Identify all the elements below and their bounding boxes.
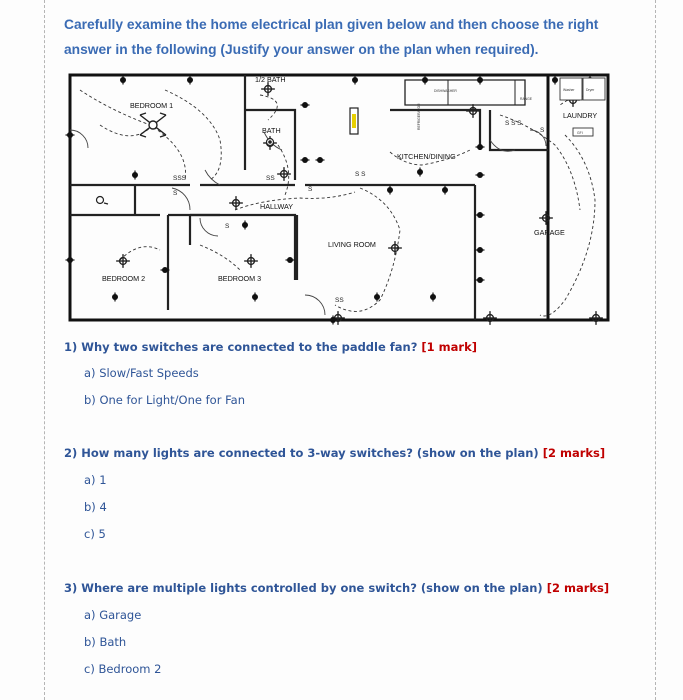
svg-text:SS: SS bbox=[335, 297, 344, 304]
svg-text:1/2 BATH: 1/2 BATH bbox=[255, 75, 286, 84]
question-1-marks: [1 mark] bbox=[421, 340, 478, 354]
svg-text:DISHWASHER: DISHWASHER bbox=[434, 89, 457, 93]
svg-text:S: S bbox=[308, 186, 313, 193]
laundry-appliances bbox=[560, 78, 605, 136]
light-garage-ext-2 bbox=[483, 311, 497, 325]
walls bbox=[70, 75, 608, 320]
svg-text:S S S: S S S bbox=[505, 120, 522, 127]
svg-text:SS: SS bbox=[266, 175, 275, 182]
light-garage bbox=[539, 211, 553, 225]
question-3-text: 3) Where are multiple lights controlled by one switch? (show on the plan) bbox=[64, 581, 543, 595]
q2-option-a[interactable]: a) 1 bbox=[84, 473, 107, 487]
q1-option-b[interactable]: b) One for Light/One for Fan bbox=[84, 393, 245, 407]
electrical-floor-plan bbox=[60, 70, 625, 332]
q3-option-a[interactable]: a) Garage bbox=[84, 608, 142, 622]
svg-text:BEDROOM 3: BEDROOM 3 bbox=[218, 274, 262, 283]
question-3 bbox=[64, 581, 609, 595]
question-1-text: 1) Why two switches are connected to the paddle fan? bbox=[64, 340, 418, 354]
svg-text:Dryer: Dryer bbox=[586, 88, 595, 92]
svg-text:LAUNDRY: LAUNDRY bbox=[563, 111, 598, 120]
svg-text:BEDROOM 2: BEDROOM 2 bbox=[102, 274, 146, 283]
svg-text:HALLWAY: HALLWAY bbox=[260, 202, 294, 211]
svg-text:S: S bbox=[540, 127, 545, 134]
svg-text:RANGE: RANGE bbox=[520, 97, 533, 101]
light-kitchen bbox=[466, 104, 480, 118]
svg-text:REFRIGERATOR: REFRIGERATOR bbox=[417, 103, 421, 130]
svg-text:LIVING ROOM: LIVING ROOM bbox=[328, 240, 376, 249]
question-2 bbox=[64, 446, 605, 460]
svg-text:BATH: BATH bbox=[262, 126, 281, 135]
light-living bbox=[388, 241, 402, 255]
light-bedroom2 bbox=[116, 254, 130, 268]
wiring-runs bbox=[80, 90, 605, 316]
q2-option-b[interactable]: b) 4 bbox=[84, 500, 107, 514]
question-2-marks: [2 marks] bbox=[542, 446, 606, 460]
paddle-fan bbox=[140, 113, 166, 137]
svg-text:GARAGE: GARAGE bbox=[534, 228, 565, 237]
svg-text:S: S bbox=[225, 223, 230, 230]
q1-option-a[interactable]: a) Slow/Fast Speeds bbox=[84, 366, 199, 380]
svg-text:S S: S S bbox=[355, 171, 366, 178]
question-2-text: 2) How many lights are connected to 3-way switches? (show on the plan) bbox=[64, 446, 539, 460]
svg-text:SSS: SSS bbox=[173, 175, 187, 182]
q2-option-c[interactable]: c) 5 bbox=[84, 527, 106, 541]
page-heading: Carefully examine the home electrical plan given below and then choose the right answer in the following (Justify your answer on the plan when required). bbox=[64, 17, 599, 57]
question-3-marks: [2 marks] bbox=[546, 581, 610, 595]
svg-text:Washer: Washer bbox=[563, 88, 575, 92]
light-half-bath bbox=[261, 82, 275, 96]
light-garage-ext bbox=[589, 311, 603, 325]
svg-text:KITCHEN/DINING: KITCHEN/DINING bbox=[397, 152, 456, 161]
light-bedroom3 bbox=[244, 254, 258, 268]
question-1 bbox=[64, 340, 477, 354]
q3-option-c[interactable]: c) Bedroom 2 bbox=[84, 662, 162, 676]
svg-text:GFI: GFI bbox=[577, 131, 583, 135]
svg-text:BEDROOM 1: BEDROOM 1 bbox=[130, 101, 174, 110]
svg-text:S: S bbox=[173, 190, 178, 197]
q3-option-b[interactable]: b) Bath bbox=[84, 635, 127, 649]
